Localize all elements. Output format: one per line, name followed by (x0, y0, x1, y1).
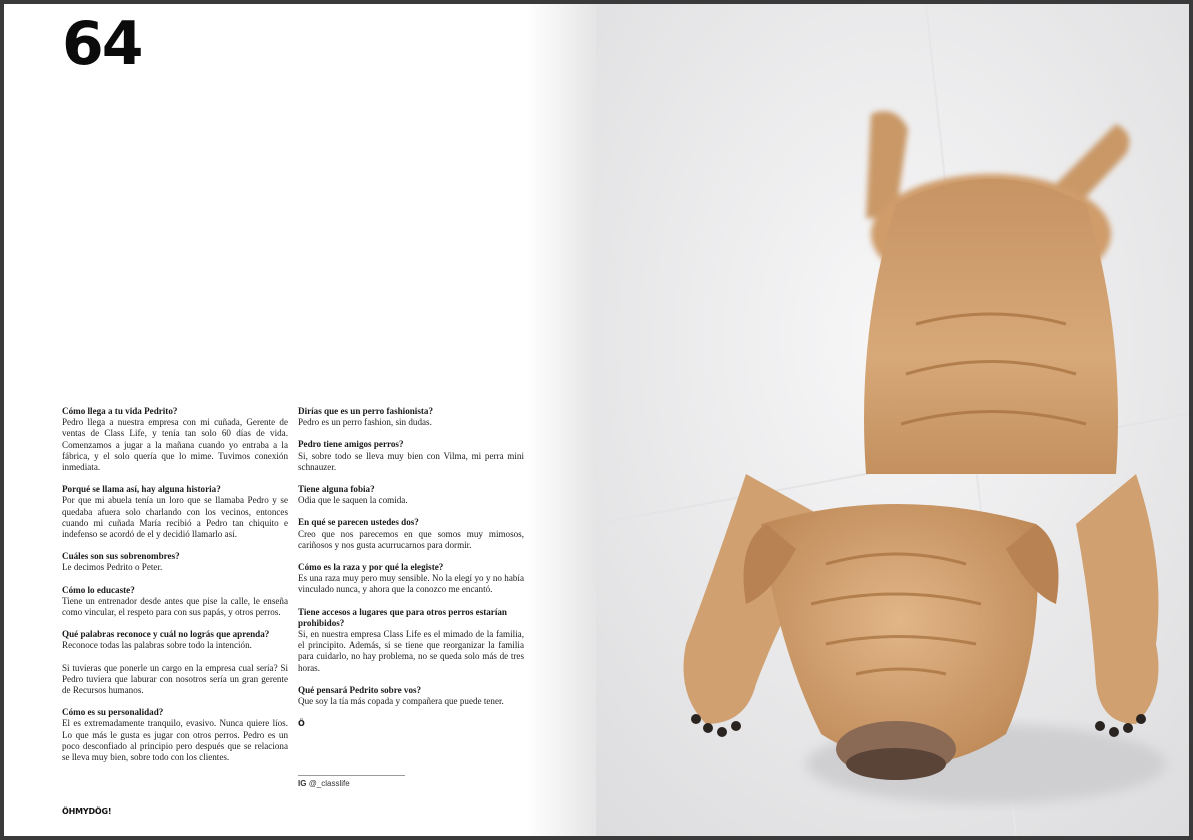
qa-block (298, 406, 524, 428)
answer-text: Que soy la tía más copada y compañera que puede tener. (298, 696, 504, 707)
qa-block (62, 406, 288, 473)
qa-block (62, 707, 288, 763)
question-heading: Cuáles son sus sobrenombres? (62, 551, 180, 562)
question-heading: Dirías que es un perro fashionista? (298, 406, 433, 416)
qa-block (298, 439, 524, 473)
left-page (4, 4, 596, 836)
question-heading: Porqué se llama así, hay alguna historia? (62, 484, 221, 495)
right-page (596, 4, 1189, 836)
credit-label: IG (298, 779, 307, 788)
answer-text: Creo que nos parecemos en que somos muy mimosos, cariñosos y nos gusta acurrucarnos para dormir. (298, 528, 524, 550)
question-heading: Cómo es la raza y por qué la elegiste? (298, 562, 444, 573)
question-heading: Qué pensará Pedrito sobre vos? (298, 684, 422, 695)
question-heading: Pedro tiene amigos perros? (298, 439, 404, 450)
question-heading: Qué palabras reconoce y cuál no lográs que aprenda? (62, 629, 270, 640)
answer-text: Odia que le saquen la comida. (298, 495, 408, 506)
qa-block (298, 562, 524, 596)
qa-block (62, 663, 288, 697)
question-heading: Tiene accesos a lugares que para otros perros estarían prohibidos? (298, 606, 507, 628)
question-heading: Tiene alguna fobia? (298, 484, 375, 495)
interview-column-1 (62, 406, 288, 774)
question-heading: Cómo es su personalidad? (62, 707, 164, 718)
answer-text: Tiene un entrenador desde antes que pise la calle, le enseña como vincular, el respeto para con sus papás, y otros perros. (62, 595, 288, 618)
qa-block (62, 551, 288, 573)
end-mark-icon: Ö (298, 719, 305, 729)
question-heading: Cómo lo educaste? (62, 584, 135, 595)
question-heading: Cómo llega a tu vida Pedrito? (62, 406, 178, 416)
page-number: 64 (62, 9, 142, 79)
dog-photo (596, 4, 1189, 836)
answer-text: Pedro llega a nuestra empresa con mi cuñada, Gerente de ventas de Class Life, y tenía tan solo 60 días de vida. Comenzamos a jugar a la mañana cuando yo entraba a la fábrica, y el solo quería que lo mime. Tuvimos conexión inmediata. (62, 417, 288, 473)
qa-block (298, 607, 524, 674)
magazine-logo: ÖHMYDÖG! (62, 807, 112, 816)
credit-handle: @_classlife (308, 779, 350, 788)
qa-block (62, 629, 288, 651)
interview-column-2 (298, 406, 524, 729)
instagram-credit (298, 779, 350, 788)
question-heading: En qué se parecen ustedes dos? (298, 517, 419, 528)
answer-text: Pedro es un perro fashion, sin dudas. (298, 417, 432, 428)
answer-text: Reconoce todas las palabras sobre todo la intención. (62, 640, 252, 651)
qa-block (62, 585, 288, 619)
answer-text: El es extremadamente tranquilo, evasivo. Nunca quiere líos. Lo que más le gusta es jugar con otros perros. Pedro es un poco desconfiado al principio pero después que se relaciona se lleva muy bien, sobre todo con los clientes. (62, 718, 288, 763)
qa-block (62, 484, 288, 540)
answer-text: Es una raza muy pero muy sensible. No la elegí yo y no había vinculado nunca, y ahora que la conozco me encantó. (298, 573, 524, 595)
answer-text: Si, sobre todo se lleva muy bien con Vilma, mi perra mini schnauzer. (298, 450, 524, 472)
answer-text: Le decimos Pedrito o Peter. (62, 562, 163, 573)
answer-text: Si, en nuestra empresa Class Life es el mimado de la familia, el principito. Además, si se tiene que reorganizar la familia para cuidarlo, no hay problema, no se queda solo más de tres horas. (298, 629, 524, 673)
answer-text: Por que mi abuela tenía un loro que se llamaba Pedro y se quedaba afuera solo charlando con los vecinos, entonces cuando mi cuñada María recibió a Pedro tan chiquito e indefenso se acordó de el y decidió llamarlo así. (62, 495, 288, 540)
answer-text: Si tuvieras que ponerle un cargo en la empresa cual sería? Si Pedro tuviera que laburar con nosotros sería un gran gerente de Recursos humanos. (62, 662, 288, 696)
magazine-spread (4, 4, 1189, 836)
credit-divider (298, 775, 405, 776)
qa-block (298, 484, 524, 506)
qa-block (298, 685, 524, 707)
qa-block (298, 517, 524, 551)
